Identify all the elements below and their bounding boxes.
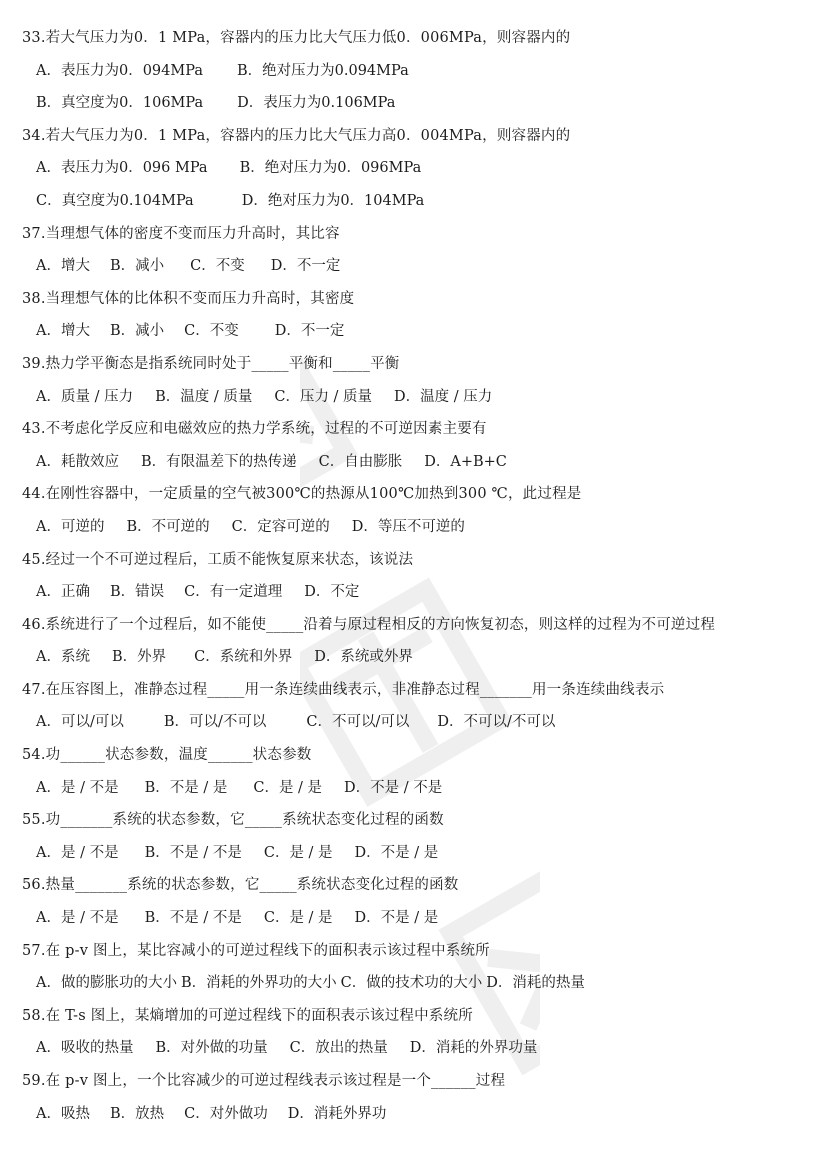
option-c[interactable]: C．是 / 是 bbox=[263, 910, 333, 927]
option-a[interactable]: A．质量 / 压力 bbox=[36, 388, 134, 405]
question-stem: 热量_______系统的状态参数，它_____系统状态变化过程的函数 bbox=[45, 877, 459, 894]
options-57 bbox=[22, 967, 818, 1000]
option-d[interactable]: D．A+B+C bbox=[424, 453, 507, 470]
question-number: 58. bbox=[22, 1007, 46, 1024]
question-56 bbox=[22, 869, 818, 902]
options-47 bbox=[22, 706, 818, 739]
option-b[interactable]: B．不是 / 不是 bbox=[144, 910, 242, 927]
question-34 bbox=[22, 120, 818, 153]
options-45 bbox=[22, 576, 818, 609]
question-number: 34. bbox=[22, 127, 46, 144]
options-54 bbox=[22, 772, 818, 805]
option-c[interactable]: C．系统和外界 bbox=[194, 649, 293, 666]
options-38 bbox=[22, 315, 818, 348]
question-38 bbox=[22, 283, 818, 316]
option-a[interactable]: A．耗散效应 bbox=[36, 453, 119, 470]
option-c[interactable]: C．不可以/可以 bbox=[306, 714, 410, 731]
option-b[interactable]: B．外界 bbox=[111, 649, 167, 666]
question-stem: 在 p-v 图上，某比容减小的可逆过程线下的面积表示该过程中系统所 bbox=[45, 942, 490, 959]
question-stem: 在 p-v 图上，一个比容减少的可逆过程线表示该过程是一个______过程 bbox=[45, 1073, 506, 1089]
option-a[interactable]: A．增大 bbox=[36, 323, 90, 340]
option-d[interactable]: D．不是 / 不是 bbox=[344, 779, 443, 796]
option-b[interactable]: B．有限温差下的热传递 bbox=[140, 453, 297, 470]
question-stem: 不考虑化学反应和电磁效应的热力学系统，过程的不可逆因素主要有 bbox=[45, 421, 487, 438]
option-c[interactable]: C．是 / 是 bbox=[263, 844, 333, 861]
option-a[interactable]: A．系统 bbox=[36, 649, 90, 666]
option-d[interactable]: D．等压不可逆的 bbox=[351, 518, 465, 535]
option-c[interactable]: C．不变 bbox=[184, 323, 239, 340]
option-d[interactable]: D．表压力为0.106MPa bbox=[237, 95, 396, 112]
options-39 bbox=[22, 381, 818, 414]
question-number: 57. bbox=[22, 942, 46, 959]
question-58 bbox=[22, 1000, 818, 1033]
option-c[interactable]: C．放出的热量 bbox=[289, 1040, 388, 1057]
question-number: 46. bbox=[22, 616, 46, 633]
option-b[interactable]: B．可以/不可以 bbox=[163, 714, 267, 731]
option-d[interactable]: D．不是 / 是 bbox=[354, 844, 439, 861]
option-a[interactable]: A．表压力为0．094MPa bbox=[36, 62, 203, 79]
option-c[interactable]: C．真空度为0.104MPa bbox=[36, 192, 194, 209]
question-number: 54. bbox=[22, 747, 46, 764]
question-number: 39. bbox=[22, 355, 46, 372]
question-stem: 功______状态参数，温度______状态参数 bbox=[45, 747, 312, 764]
option-a[interactable]: A．是 / 不是 bbox=[36, 910, 119, 927]
option-c[interactable]: B．真空度为0．106MPa bbox=[36, 95, 204, 112]
option-d[interactable]: D．不可以/不可以 bbox=[437, 714, 556, 731]
options-34-line-1 bbox=[22, 152, 818, 185]
question-stem: 在 T-s 图上，某熵增加的可逆过程线下的面积表示该过程中系统所 bbox=[45, 1007, 473, 1024]
option-c[interactable]: C．做的技术功的大小 bbox=[340, 975, 483, 992]
question-number: 38. bbox=[22, 290, 46, 307]
question-46 bbox=[22, 609, 818, 642]
option-b[interactable]: B．绝对压力为0．096MPa bbox=[239, 160, 422, 177]
options-56 bbox=[22, 902, 818, 935]
option-a[interactable]: A．吸收的热量 bbox=[36, 1040, 134, 1057]
option-a[interactable]: A．正确 bbox=[36, 584, 90, 601]
option-c[interactable]: C．压力 / 质量 bbox=[274, 388, 373, 405]
option-b[interactable]: B．不是 / 不是 bbox=[144, 844, 242, 861]
option-d[interactable]: D．温度 / 压力 bbox=[394, 388, 493, 405]
option-d[interactable]: D．不一定 bbox=[270, 258, 341, 275]
option-d[interactable]: D．系统或外界 bbox=[314, 649, 413, 666]
question-number: 43. bbox=[22, 421, 46, 438]
option-c[interactable]: C．不变 bbox=[190, 258, 245, 275]
question-39 bbox=[22, 348, 818, 381]
option-d[interactable]: D．绝对压力为0．104MPa bbox=[241, 192, 425, 209]
option-d[interactable]: D．不是 / 是 bbox=[354, 910, 439, 927]
question-stem: 功_______系统的状态参数，它_____系统状态变化过程的函数 bbox=[45, 812, 444, 829]
question-stem: 若大气压力为0．1 MPa，容器内的压力比大气压力低0．006MPa，则容器内的 bbox=[45, 30, 571, 46]
options-33-line-2 bbox=[22, 87, 818, 120]
question-number: 55. bbox=[22, 812, 46, 829]
options-33-line-1 bbox=[22, 55, 818, 88]
option-d[interactable]: D．消耗外界功 bbox=[287, 1105, 387, 1122]
option-c[interactable]: C．定容可逆的 bbox=[231, 518, 330, 535]
question-stem: 当理想气体的比体积不变而压力升高时，其密度 bbox=[45, 290, 355, 307]
options-55 bbox=[22, 837, 818, 870]
question-44 bbox=[22, 478, 818, 511]
question-number: 44. bbox=[22, 486, 46, 503]
question-stem: 在刚性容器中，一定质量的空气被300℃的热源从100℃加热到300 ℃，此过程是 bbox=[45, 486, 582, 503]
options-46 bbox=[22, 641, 818, 674]
options-44 bbox=[22, 511, 818, 544]
option-c[interactable]: C．对外做功 bbox=[184, 1105, 268, 1122]
option-a[interactable]: A．增大 bbox=[36, 258, 90, 275]
question-stem: 系统进行了一个过程后，如不能使_____沿着与原过程相反的方向恢复初态，则这样的过程为不可逆过程 bbox=[45, 616, 716, 633]
option-a[interactable]: A．可以/可以 bbox=[36, 714, 124, 731]
question-number: 59. bbox=[22, 1073, 46, 1089]
option-d[interactable]: D．不一定 bbox=[274, 323, 345, 340]
option-b[interactable]: B．温度 / 质量 bbox=[155, 388, 253, 405]
question-37 bbox=[22, 218, 818, 251]
option-a[interactable]: A．表压力为0．096 MPa bbox=[36, 160, 208, 177]
options-43 bbox=[22, 446, 818, 479]
question-47 bbox=[22, 674, 818, 707]
question-54 bbox=[22, 739, 818, 772]
question-number: 56. bbox=[22, 877, 46, 894]
question-stem: 若大气压力为0．1 MPa，容器内的压力比大气压力高0．004MPa，则容器内的 bbox=[45, 127, 571, 144]
question-43 bbox=[22, 413, 818, 446]
option-b[interactable]: B．对外做的功量 bbox=[155, 1040, 268, 1057]
option-c[interactable]: C．自由膨胀 bbox=[318, 453, 403, 470]
question-stem: 热力学平衡态是指系统同时处于_____平衡和_____平衡 bbox=[45, 355, 400, 372]
question-list bbox=[22, 22, 818, 1130]
option-b[interactable]: B．减小 bbox=[109, 323, 165, 340]
question-stem: 经过一个不可逆过程后，工质不能恢复原来状态，该说法 bbox=[45, 551, 414, 568]
options-58 bbox=[22, 1032, 818, 1065]
option-b[interactable]: B．不可逆的 bbox=[126, 518, 210, 535]
option-d[interactable]: D．消耗的外界功量 bbox=[409, 1040, 538, 1057]
question-number: 37. bbox=[22, 225, 46, 242]
option-a[interactable]: A．是 / 不是 bbox=[36, 844, 119, 861]
question-number: 47. bbox=[22, 681, 46, 698]
option-b[interactable]: B．放热 bbox=[109, 1105, 165, 1122]
option-a[interactable]: A．吸热 bbox=[36, 1105, 90, 1122]
question-57 bbox=[22, 935, 818, 968]
options-59 bbox=[22, 1098, 818, 1131]
question-45 bbox=[22, 544, 818, 577]
option-b[interactable]: B．减小 bbox=[109, 258, 165, 275]
option-c[interactable]: C．有一定道理 bbox=[184, 584, 283, 601]
option-b[interactable]: B．绝对压力为0.094MPa bbox=[236, 62, 409, 79]
option-c[interactable]: C．是 / 是 bbox=[253, 779, 323, 796]
option-a[interactable]: A．是 / 不是 bbox=[36, 779, 119, 796]
question-number: 45. bbox=[22, 551, 46, 568]
options-34-line-2 bbox=[22, 185, 818, 218]
option-a[interactable]: A．可逆的 bbox=[36, 518, 105, 535]
option-b[interactable]: B．不是 / 是 bbox=[144, 779, 228, 796]
question-55 bbox=[22, 804, 818, 837]
question-33 bbox=[22, 22, 818, 55]
option-a[interactable]: A．做的膨胀功的大小 bbox=[36, 975, 177, 992]
option-d[interactable]: D．不定 bbox=[304, 584, 360, 601]
option-b[interactable]: B．消耗的外界功的大小 bbox=[180, 975, 337, 992]
question-59 bbox=[22, 1065, 818, 1098]
option-b[interactable]: B．错误 bbox=[109, 584, 165, 601]
options-37 bbox=[22, 250, 818, 283]
question-stem: 在压容图上，准静态过程_____用一条连续曲线表示，非准静态过程_______用一条连续曲线表示 bbox=[45, 681, 665, 698]
question-number: 33. bbox=[22, 30, 46, 46]
question-stem: 当理想气体的密度不变而压力升高时，其比容 bbox=[45, 225, 340, 242]
option-d[interactable]: D．消耗的热量 bbox=[486, 975, 585, 992]
